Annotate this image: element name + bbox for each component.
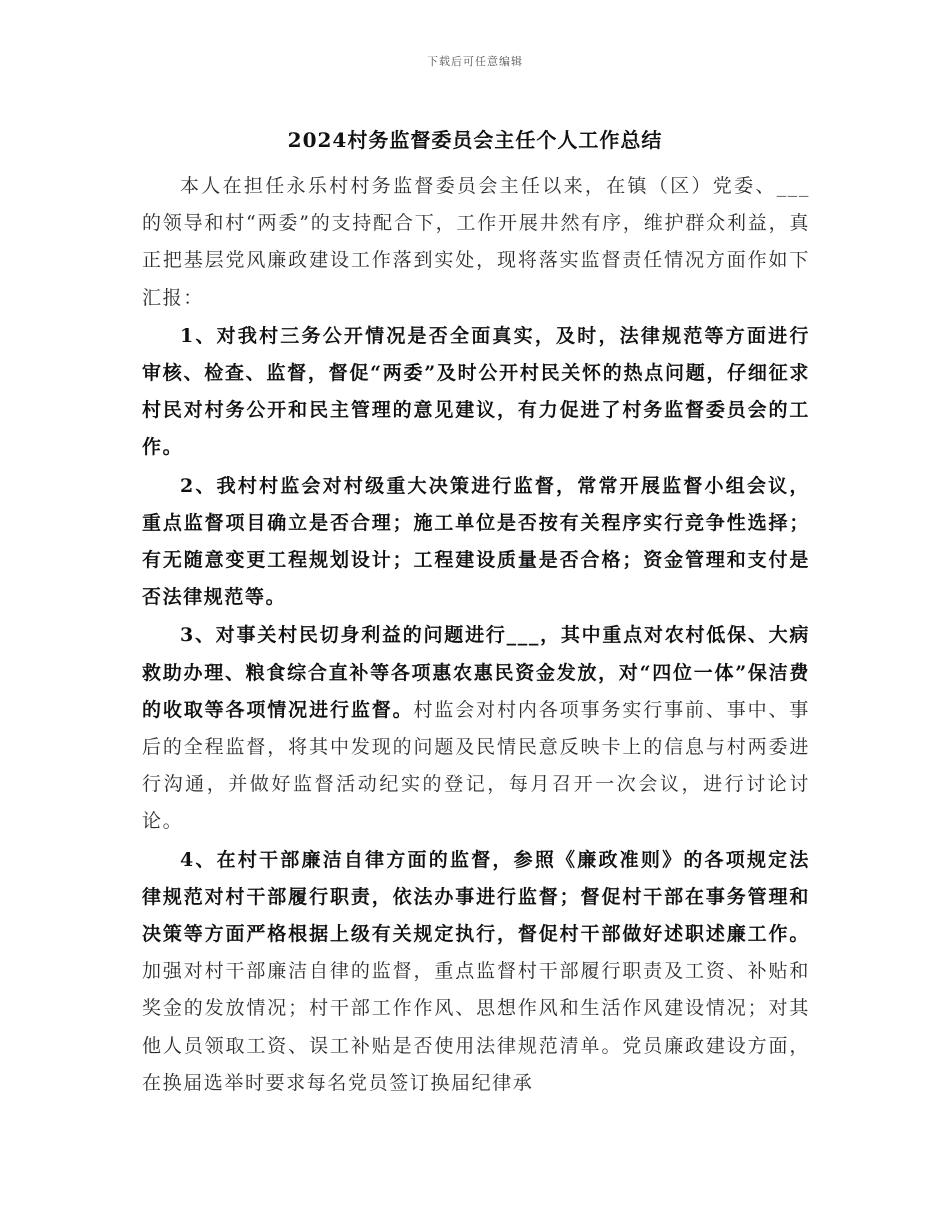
paragraph-item-3 (142, 617, 810, 840)
paragraph-item-1 (142, 318, 810, 467)
paragraph-item-4-bold: 4、在村干部廉洁自律方面的监督，参照《廉政准则》的各项规定法律规范对村干部履行职责，依法办事进行监督；督促村干部在事务管理和决策等方面严格根据上级有关规定执行，督促村干部做好述职述廉工作。 (142, 848, 810, 946)
paragraph-intro-text: 本人在担任永乐村村务监督委员会主任以来，在镇（区）党委、___的领导和村“两委”的支持配合下，工作开展井然有序，维护群众利益，真正把基层党风廉政建设工作落到实处，现将落实监督责任情况方面作如下汇报： (142, 175, 810, 309)
paragraph-intro (142, 168, 810, 317)
paragraph-item-2-bold: 2、我村村监会对村级重大决策进行监督，常常开展监督小组会议，重点监督项目确立是否合理；施工单位是否按有关程序实行竞争性选择；有无随意变更工程规划设计；工程建设质量是否合格；资金管理和支付是否法律规范等。 (142, 474, 810, 609)
paragraph-item-4-rest: 加强对村干部廉洁自律的监督，重点监督村干部履行职责及工资、补贴和奖金的发放情况；村干部工作作风、思想作风和生活作风建设情况；对其他人员领取工资、误工补贴是否使用法律规范清单。党员廉政建设方面，在换届选举时要求每名党员签订换届纪律承 (142, 960, 810, 1094)
paragraph-item-2 (142, 468, 810, 617)
paragraph-item-1-bold: 1、对我村三务公开情况是否全面真实，及时，法律规范等方面进行审核、检查、监督，督促“两委”及时公开村民关怀的热点问题，仔细征求村民对村务公开和民主管理的意见建议，有力促进了村务监督委员会的工作。 (142, 324, 810, 459)
document-body (142, 168, 810, 1103)
paragraph-item-4 (142, 842, 810, 1102)
header-note: 下载后可任意编辑 (427, 55, 523, 68)
paragraph-item-3-bold: 3、对事关村民切身利益的问题进行___，其中重点对农村低保、大病救助办理、粮食综合直补等各项惠农惠民资金发放，对“四位一体”保洁费的收取等各项情况进行监督。 (142, 624, 810, 721)
document-title: 2024村务监督委员会主任个人工作总结 (287, 128, 663, 152)
paragraph-item-3-rest: 村监会对村内各项事务实行事前、事中、事后的全程监督，将其中发现的问题及民情民意反映卡上的信息与村两委进行沟通，并做好监督活动纪实的登记，每月召开一次会议，进行讨论讨论。 (142, 698, 810, 833)
